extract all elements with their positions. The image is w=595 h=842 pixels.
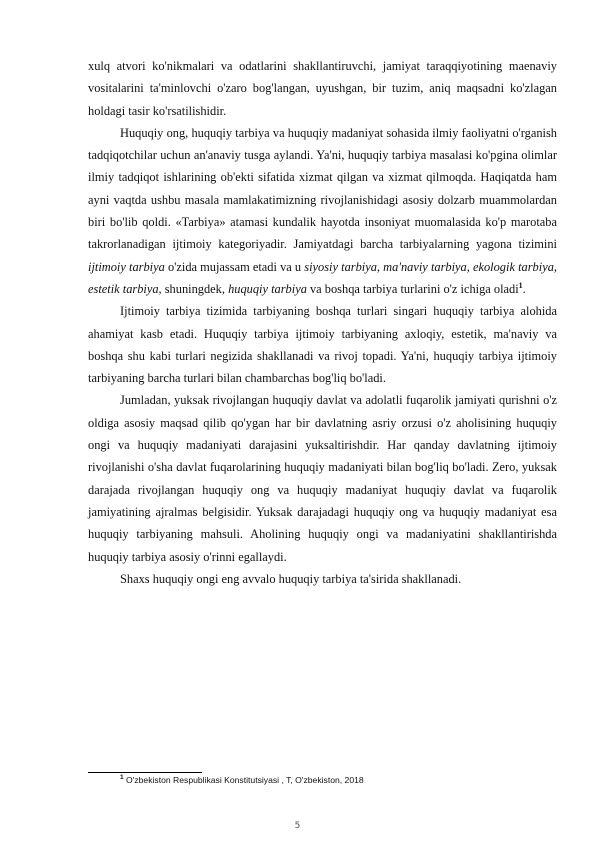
- paragraph-4: Jumladan, yuksak rivojlangan huquqiy davlat va adolatli fuqarolik jamiyati qurishni o'z oldiga asosiy maqsad qilib qo'ygan har bir davlatning asriy orzusi o'z aholisining huquqiy ongi va huquqiy madaniyati darajasini yuksaltirishdir. Har qanday davlatning ijtimoiy rivojlanishi o'sha davlat fuqarolarining huquqiy madaniyati bilan bog'liq bo'ladi. Zero, yuksak darajada rivojlangan huquqiy ong va huquqiy madaniyat huquqiy davlat va fuqarolik jamiyatining ajralmas belgisidir. Yuksak darajadagi huquqiy ong va huquqiy madaniyat esa huquqiy tarbiyaning mahsuli. Aholining huquqiy ongi va madaniyatini shakllantirishda huquqiy tarbiya asosiy o'rinni egallaydi.: [88, 393, 557, 564]
- footnote: [120, 775, 364, 785]
- footnote-ref[interactable]: 1: [518, 280, 523, 290]
- paragraph-2-text-a: Huquqiy ong, huquqiy tarbiya va huquqiy madaniyat sohasida ilmiy faoliyatni o'rganish tadqiqotchilar uchun an'anaviy tusga aylandi. Ya'ni, huquqiy tarbiya masalasi ko'pgina olimlar ilmiy tadqiqot ishlarining ob'ekti sifatida xizmat qilgan va xizmat qilmoqda. Haqiqatda ham ayni vaqtda ushbu masala mamlakatimizning rivojlanishidagi asosiy dolzarb muammolardan biri bo'lib qoldi. «Tarbiya» atamasi kundalik hayotda insoniyat muomalasida ko'p marotaba takrorlanadigan ijtimoiy kategoriyadir. Jamiyatdagi barcha tarbiyalarning yagona tizimini: [88, 125, 557, 252]
- term-huquqiy-tarbiya: huquqiy tarbiya: [228, 281, 307, 296]
- paragraph-1: xulq atvori ko'nikmalari va odatlarini shakllantiruvchi, jamiyat taraqqiyotining maenaviy vositalarini ta'minlovchi o'zaro bog'langan, uyushgan, bir tuzim, aniq maqsadni ko'zlagan holdagi tasir ko'rsatilishidir.: [88, 59, 557, 118]
- footnote-text: O'zbekiston Respublikasi Konstitutsiyasi , T, O'zbekiston, 2018: [123, 775, 364, 785]
- footnote-number: 1: [120, 774, 124, 782]
- paragraph-2-text-d: va boshqa tarbiya turlarini o'z ichiga oladi: [306, 281, 519, 296]
- page-number: 5: [294, 821, 301, 831]
- paragraph-2: [88, 122, 557, 300]
- body-text: [88, 55, 557, 590]
- paragraph-2-text-c: shuningdek,: [161, 281, 229, 296]
- term-tarbiya-types: siyosiy tarbiya, ma'naviy tarbiya, ekologik tarbiya, estetik tarbiya,: [88, 259, 557, 296]
- term-ijtimoiy-tarbiya: ijtimoiy tarbiya: [88, 259, 165, 274]
- paragraph-2-text-b: o'zida mujassam etadi va u: [164, 259, 305, 274]
- paragraph-5: Shaxs huquqiy ongi eng avvalo huquqiy tarbiya ta'sirida shakllanadi.: [120, 571, 462, 586]
- paragraph-2-text-e: .: [522, 281, 526, 296]
- paragraph-3: Ijtimoiy tarbiya tizimida tarbiyaning boshqa turlari singari huquqiy tarbiya alohida ahamiyat kasb etadi. Huquqiy tarbiya ijtimoiy tarbiyaning axloqiy, estetik, ma'naviy va boshqa shu kabi turlari negizida shakllanadi va rivoj topadi. Ya'ni, huquqiy tarbiya ijtimoiy tarbiyaning barcha turlari bilan chambarchas bog'liq bo'ladi.: [88, 304, 557, 386]
- footnote-divider: [88, 772, 202, 773]
